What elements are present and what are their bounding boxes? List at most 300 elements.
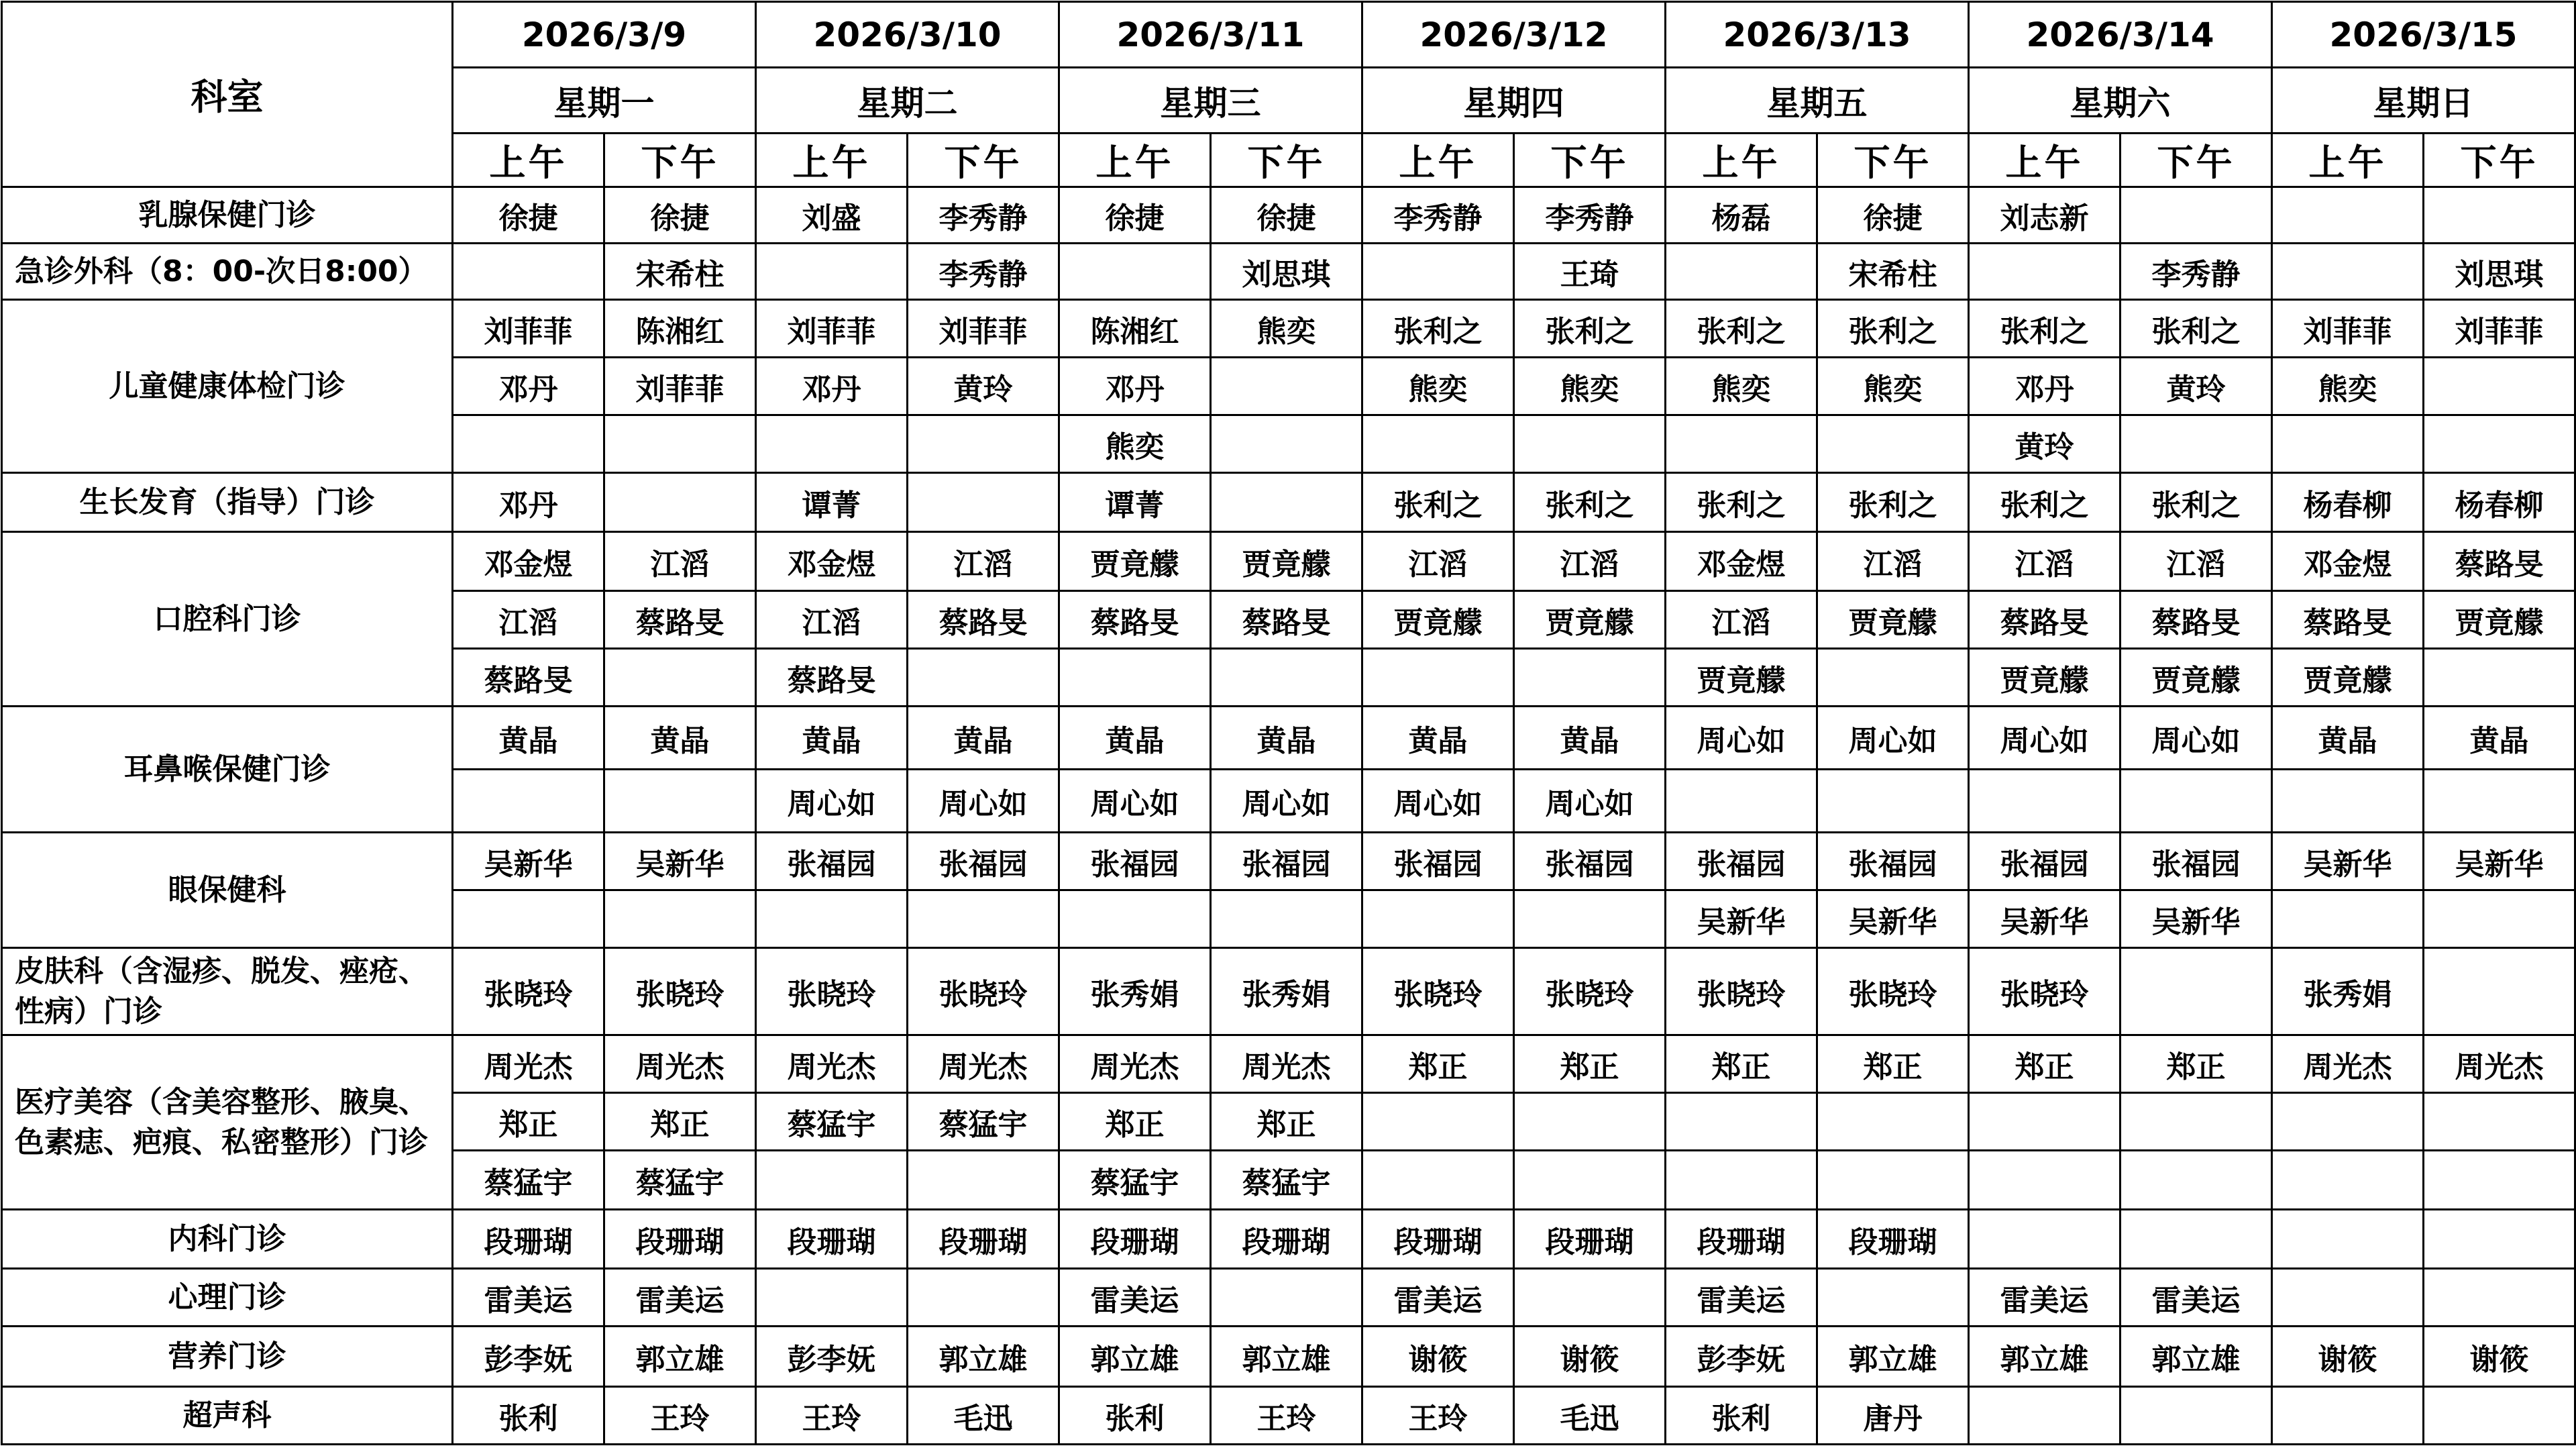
doctor-cell: 邓丹 (453, 473, 604, 532)
doctor-cell (1666, 770, 1817, 833)
doctor-cell: 谢筱 (1514, 1327, 1666, 1387)
doctor-cell: 李秀静 (1362, 187, 1514, 244)
doctor-cell: 张利 (1666, 1387, 1817, 1445)
doctor-cell (1211, 358, 1362, 415)
weekday-header: 星期四 (1362, 68, 1666, 134)
doctor-cell (908, 415, 1059, 473)
doctor-cell: 李秀静 (908, 187, 1059, 244)
doctor-cell: 谢筱 (2272, 1327, 2424, 1387)
doctor-cell (1817, 1269, 1969, 1327)
doctor-cell: 张利之 (1666, 300, 1817, 358)
doctor-cell: 黄晶 (908, 707, 1059, 770)
doctor-cell (2424, 415, 2575, 473)
doctor-cell: 张晓玲 (1362, 948, 1514, 1035)
doctor-cell: 雷美运 (2121, 1269, 2272, 1327)
schedule-header (2, 2, 2575, 187)
doctor-cell (2424, 770, 2575, 833)
doctor-cell: 张福园 (908, 833, 1059, 890)
doctor-cell (1362, 649, 1514, 707)
doctor-cell: 张利 (453, 1387, 604, 1445)
doctor-cell: 吴新华 (453, 833, 604, 890)
doctor-cell: 蔡路旻 (756, 649, 908, 707)
doctor-cell: 吴新华 (2272, 833, 2424, 890)
doctor-cell: 黄晶 (2424, 707, 2575, 770)
department-row (2, 948, 2575, 1035)
doctor-cell: 李秀静 (908, 244, 1059, 300)
doctor-cell: 邓丹 (1059, 358, 1211, 415)
doctor-cell (2424, 948, 2575, 1035)
doctor-cell: 贾竟艨 (1059, 532, 1211, 591)
doctor-cell: 熊奕 (1514, 358, 1666, 415)
doctor-cell: 张利之 (1362, 473, 1514, 532)
date-row (2, 2, 2575, 68)
doctor-cell: 熊奕 (1059, 415, 1211, 473)
doctor-cell: 张利之 (1514, 300, 1666, 358)
doctor-cell (2272, 890, 2424, 948)
doctor-cell: 江滔 (756, 591, 908, 649)
department-row (2, 1269, 2575, 1327)
doctor-cell: 蔡猛宇 (756, 1093, 908, 1151)
doctor-cell (2121, 1387, 2272, 1445)
doctor-cell (1211, 890, 1362, 948)
doctor-cell (908, 890, 1059, 948)
doctor-cell (1362, 890, 1514, 948)
date-header: 2026/3/15 (2272, 2, 2575, 68)
doctor-cell: 王琦 (1514, 244, 1666, 300)
doctor-cell (2424, 1269, 2575, 1327)
department-name: 耳鼻喉保健门诊 (2, 707, 453, 833)
doctor-cell: 吴新华 (2424, 833, 2575, 890)
doctor-cell: 徐捷 (453, 187, 604, 244)
doctor-cell: 黄晶 (2272, 707, 2424, 770)
doctor-cell: 贾竟艨 (1211, 532, 1362, 591)
doctor-cell: 贾竟艨 (2424, 591, 2575, 649)
doctor-cell (2424, 649, 2575, 707)
afternoon-header: 下午 (1514, 134, 1666, 187)
doctor-cell: 江滔 (908, 532, 1059, 591)
doctor-cell (2424, 1387, 2575, 1445)
department-row (2, 187, 2575, 244)
doctor-cell (1817, 770, 1969, 833)
doctor-cell: 江滔 (1969, 532, 2121, 591)
doctor-cell (2121, 770, 2272, 833)
doctor-cell: 黄玲 (908, 358, 1059, 415)
doctor-cell (2424, 1210, 2575, 1269)
doctor-cell: 张福园 (1969, 833, 2121, 890)
doctor-cell: 黄晶 (453, 707, 604, 770)
doctor-cell: 刘菲菲 (756, 300, 908, 358)
doctor-cell (1211, 415, 1362, 473)
doctor-cell: 张秀娟 (2272, 948, 2424, 1035)
doctor-cell: 陈湘红 (1059, 300, 1211, 358)
doctor-cell (2272, 1093, 2424, 1151)
doctor-cell: 张秀娟 (1059, 948, 1211, 1035)
doctor-cell: 吴新华 (1969, 890, 2121, 948)
doctor-cell: 王玲 (756, 1387, 908, 1445)
doctor-cell: 黄玲 (2121, 358, 2272, 415)
doctor-cell (2272, 1151, 2424, 1210)
doctor-cell: 徐捷 (1817, 187, 1969, 244)
department-name: 儿童健康体检门诊 (2, 300, 453, 473)
doctor-cell: 徐捷 (1211, 187, 1362, 244)
doctor-cell (1059, 649, 1211, 707)
doctor-cell: 郭立雄 (908, 1327, 1059, 1387)
doctor-cell: 黄晶 (756, 707, 908, 770)
doctor-cell: 张福园 (1059, 833, 1211, 890)
doctor-cell: 邓金煜 (756, 532, 908, 591)
doctor-cell: 雷美运 (1362, 1269, 1514, 1327)
doctor-cell: 刘盛 (756, 187, 908, 244)
department-row (2, 1327, 2575, 1387)
doctor-cell: 熊奕 (1211, 300, 1362, 358)
doctor-cell: 彭李妩 (453, 1327, 604, 1387)
doctor-cell (453, 770, 604, 833)
department-row (2, 707, 2575, 770)
department-column-header: 科室 (2, 2, 453, 187)
doctor-cell (1817, 1093, 1969, 1151)
doctor-cell: 张利之 (1969, 300, 2121, 358)
doctor-cell (2424, 1093, 2575, 1151)
morning-header: 上午 (2272, 134, 2424, 187)
doctor-cell (1817, 1151, 1969, 1210)
doctor-cell: 吴新华 (1817, 890, 1969, 948)
morning-header: 上午 (1059, 134, 1211, 187)
doctor-cell: 熊奕 (2272, 358, 2424, 415)
doctor-cell (1514, 649, 1666, 707)
doctor-cell: 郭立雄 (604, 1327, 756, 1387)
doctor-cell (1362, 415, 1514, 473)
doctor-cell: 邓金煜 (453, 532, 604, 591)
schedule-body (2, 187, 2575, 1445)
department-name: 超声科 (2, 1387, 453, 1445)
doctor-cell: 张福园 (1211, 833, 1362, 890)
doctor-cell: 张利之 (1817, 300, 1969, 358)
doctor-cell (1211, 1269, 1362, 1327)
department-name: 急诊外科（8：00-次日8:00） (2, 244, 453, 300)
doctor-cell (2121, 187, 2272, 244)
department-name: 内科门诊 (2, 1210, 453, 1269)
doctor-cell: 蔡路旻 (604, 591, 756, 649)
doctor-cell: 熊奕 (1666, 358, 1817, 415)
doctor-cell (2272, 415, 2424, 473)
doctor-cell: 谢筱 (2424, 1327, 2575, 1387)
doctor-cell: 徐捷 (1059, 187, 1211, 244)
doctor-cell: 张秀娟 (1211, 948, 1362, 1035)
doctor-cell (1514, 890, 1666, 948)
doctor-cell: 江滔 (1514, 532, 1666, 591)
doctor-cell: 张利之 (2121, 473, 2272, 532)
doctor-cell: 刘菲菲 (908, 300, 1059, 358)
doctor-cell (1666, 1151, 1817, 1210)
doctor-cell: 谭菁 (1059, 473, 1211, 532)
doctor-cell: 张晓玲 (908, 948, 1059, 1035)
doctor-cell (2121, 1210, 2272, 1269)
morning-header: 上午 (1362, 134, 1514, 187)
doctor-cell: 刘志新 (1969, 187, 2121, 244)
doctor-cell: 张利之 (2121, 300, 2272, 358)
doctor-cell: 张利之 (1666, 473, 1817, 532)
doctor-cell (604, 473, 756, 532)
doctor-cell: 段珊瑚 (1666, 1210, 1817, 1269)
doctor-cell: 郑正 (1362, 1035, 1514, 1093)
date-header: 2026/3/9 (453, 2, 756, 68)
department-name: 眼保健科 (2, 833, 453, 948)
doctor-cell: 吴新华 (604, 833, 756, 890)
doctor-cell (2424, 358, 2575, 415)
doctor-cell: 段珊瑚 (1817, 1210, 1969, 1269)
doctor-cell: 杨春柳 (2424, 473, 2575, 532)
department-name: 心理门诊 (2, 1269, 453, 1327)
doctor-cell: 蔡路旻 (1211, 591, 1362, 649)
doctor-cell: 江滔 (453, 591, 604, 649)
doctor-cell (1666, 1093, 1817, 1151)
doctor-cell: 蔡猛宇 (908, 1093, 1059, 1151)
date-header: 2026/3/12 (1362, 2, 1666, 68)
doctor-cell: 蔡路旻 (2424, 532, 2575, 591)
doctor-cell: 黄晶 (604, 707, 756, 770)
doctor-cell: 周心如 (908, 770, 1059, 833)
doctor-cell: 雷美运 (1969, 1269, 2121, 1327)
weekday-header: 星期五 (1666, 68, 1969, 134)
doctor-cell: 周心如 (1969, 707, 2121, 770)
doctor-cell (1969, 1151, 2121, 1210)
doctor-cell: 郭立雄 (2121, 1327, 2272, 1387)
doctor-cell: 黄晶 (1211, 707, 1362, 770)
doctor-cell: 李秀静 (2121, 244, 2272, 300)
doctor-cell (2272, 1269, 2424, 1327)
doctor-cell: 蔡路旻 (2121, 591, 2272, 649)
doctor-cell (1059, 890, 1211, 948)
doctor-cell (2272, 1210, 2424, 1269)
doctor-cell: 刘思琪 (2424, 244, 2575, 300)
doctor-cell: 郑正 (1969, 1035, 2121, 1093)
doctor-cell: 张福园 (1514, 833, 1666, 890)
doctor-cell: 李秀静 (1514, 187, 1666, 244)
doctor-cell: 宋希柱 (1817, 244, 1969, 300)
doctor-cell: 郭立雄 (1969, 1327, 2121, 1387)
doctor-cell: 熊奕 (1817, 358, 1969, 415)
date-header: 2026/3/10 (756, 2, 1059, 68)
doctor-cell: 周光杰 (2272, 1035, 2424, 1093)
doctor-cell: 熊奕 (1362, 358, 1514, 415)
morning-header: 上午 (1666, 134, 1817, 187)
doctor-cell (908, 1269, 1059, 1327)
doctor-cell: 张利之 (1514, 473, 1666, 532)
doctor-cell: 黄晶 (1059, 707, 1211, 770)
doctor-cell: 郭立雄 (1211, 1327, 1362, 1387)
morning-header: 上午 (453, 134, 604, 187)
doctor-cell: 郑正 (1059, 1093, 1211, 1151)
doctor-cell: 郑正 (453, 1093, 604, 1151)
doctor-cell: 周心如 (1211, 770, 1362, 833)
doctor-cell: 张晓玲 (453, 948, 604, 1035)
doctor-cell: 宋希柱 (604, 244, 756, 300)
doctor-cell: 吴新华 (1666, 890, 1817, 948)
doctor-cell (756, 890, 908, 948)
doctor-cell: 周光杰 (2424, 1035, 2575, 1093)
doctor-cell: 段珊瑚 (1514, 1210, 1666, 1269)
doctor-cell (1666, 415, 1817, 473)
doctor-cell: 邓金煜 (1666, 532, 1817, 591)
department-name: 医疗美容（含美容整形、腋臭、色素痣、疤痕、私密整形）门诊 (2, 1035, 453, 1210)
doctor-cell: 彭李妩 (1666, 1327, 1817, 1387)
doctor-cell (1514, 415, 1666, 473)
doctor-cell: 段珊瑚 (1059, 1210, 1211, 1269)
doctor-cell (453, 415, 604, 473)
doctor-cell: 毛迅 (1514, 1387, 1666, 1445)
doctor-cell (1059, 244, 1211, 300)
doctor-cell (604, 649, 756, 707)
department-row (2, 1210, 2575, 1269)
weekday-header: 星期二 (756, 68, 1059, 134)
weekday-header: 星期六 (1969, 68, 2272, 134)
doctor-cell: 郑正 (1817, 1035, 1969, 1093)
doctor-cell: 段珊瑚 (908, 1210, 1059, 1269)
doctor-cell (604, 890, 756, 948)
afternoon-header: 下午 (1211, 134, 1362, 187)
doctor-cell: 江滔 (1362, 532, 1514, 591)
doctor-cell: 邓丹 (453, 358, 604, 415)
doctor-cell: 段珊瑚 (1362, 1210, 1514, 1269)
doctor-cell: 蔡猛宇 (1211, 1151, 1362, 1210)
doctor-cell: 蔡路旻 (1059, 591, 1211, 649)
department-name: 口腔科门诊 (2, 532, 453, 707)
doctor-cell: 刘菲菲 (453, 300, 604, 358)
doctor-cell: 徐捷 (604, 187, 756, 244)
doctor-cell: 蔡路旻 (908, 591, 1059, 649)
doctor-cell (908, 1151, 1059, 1210)
doctor-cell: 杨磊 (1666, 187, 1817, 244)
doctor-cell: 张福园 (1362, 833, 1514, 890)
doctor-cell: 段珊瑚 (1211, 1210, 1362, 1269)
doctor-cell: 江滔 (1817, 532, 1969, 591)
doctor-cell: 蔡路旻 (453, 649, 604, 707)
doctor-cell: 周心如 (1666, 707, 1817, 770)
doctor-cell (1969, 244, 2121, 300)
doctor-cell (1969, 770, 2121, 833)
doctor-cell: 张晓玲 (1969, 948, 2121, 1035)
doctor-cell: 王玲 (604, 1387, 756, 1445)
doctor-cell: 贾竟艨 (1817, 591, 1969, 649)
doctor-cell: 张晓玲 (1666, 948, 1817, 1035)
doctor-cell (1211, 649, 1362, 707)
doctor-cell (1514, 1093, 1666, 1151)
doctor-cell: 周光杰 (908, 1035, 1059, 1093)
doctor-cell (604, 415, 756, 473)
doctor-cell: 谭菁 (756, 473, 908, 532)
doctor-cell: 刘菲菲 (2272, 300, 2424, 358)
doctor-cell: 黄晶 (1514, 707, 1666, 770)
doctor-cell: 蔡猛宇 (1059, 1151, 1211, 1210)
doctor-cell: 贾竟艨 (2272, 649, 2424, 707)
doctor-cell (756, 1151, 908, 1210)
doctor-cell (2424, 187, 2575, 244)
department-name: 皮肤科（含湿疹、脱发、痤疮、性病）门诊 (2, 948, 453, 1035)
afternoon-header: 下午 (2424, 134, 2575, 187)
doctor-cell: 邓丹 (756, 358, 908, 415)
doctor-cell: 郑正 (1211, 1093, 1362, 1151)
doctor-cell: 黄玲 (1969, 415, 2121, 473)
doctor-cell: 郑正 (1514, 1035, 1666, 1093)
doctor-cell: 张晓玲 (1514, 948, 1666, 1035)
doctor-cell: 张利之 (1969, 473, 2121, 532)
afternoon-header: 下午 (1817, 134, 1969, 187)
department-name: 乳腺保健门诊 (2, 187, 453, 244)
department-name: 生长发育（指导）门诊 (2, 473, 453, 532)
doctor-cell: 刘菲菲 (604, 358, 756, 415)
doctor-cell (756, 1269, 908, 1327)
doctor-cell (1817, 649, 1969, 707)
doctor-cell (1211, 473, 1362, 532)
doctor-cell (2424, 890, 2575, 948)
doctor-cell (2272, 244, 2424, 300)
duty-schedule-table (1, 1, 2576, 1445)
doctor-cell: 张晓玲 (756, 948, 908, 1035)
doctor-cell (604, 770, 756, 833)
doctor-cell (1362, 1151, 1514, 1210)
doctor-cell: 郑正 (1666, 1035, 1817, 1093)
doctor-cell: 唐丹 (1817, 1387, 1969, 1445)
doctor-cell (908, 473, 1059, 532)
doctor-cell: 周心如 (756, 770, 908, 833)
doctor-cell: 郑正 (2121, 1035, 2272, 1093)
doctor-cell: 贾竟艨 (1969, 649, 2121, 707)
afternoon-header: 下午 (908, 134, 1059, 187)
doctor-cell: 江滔 (2121, 532, 2272, 591)
doctor-cell: 周光杰 (453, 1035, 604, 1093)
department-row (2, 833, 2575, 890)
doctor-cell: 张利之 (1817, 473, 1969, 532)
doctor-cell: 毛迅 (908, 1387, 1059, 1445)
doctor-cell: 周光杰 (1211, 1035, 1362, 1093)
afternoon-header: 下午 (2121, 134, 2272, 187)
doctor-cell (1817, 415, 1969, 473)
doctor-cell (756, 415, 908, 473)
doctor-cell: 郭立雄 (1817, 1327, 1969, 1387)
date-header: 2026/3/13 (1666, 2, 1969, 68)
doctor-cell: 周光杰 (604, 1035, 756, 1093)
doctor-cell: 蔡猛宇 (453, 1151, 604, 1210)
doctor-cell: 蔡猛宇 (604, 1151, 756, 1210)
department-row (2, 1035, 2575, 1093)
doctor-cell (453, 244, 604, 300)
doctor-cell: 贾竟艨 (1514, 591, 1666, 649)
doctor-cell: 谢筱 (1362, 1327, 1514, 1387)
doctor-cell: 张利 (1059, 1387, 1211, 1445)
doctor-cell: 邓金煜 (2272, 532, 2424, 591)
doctor-cell (756, 244, 908, 300)
doctor-cell: 雷美运 (453, 1269, 604, 1327)
doctor-cell: 周心如 (1362, 770, 1514, 833)
doctor-cell (1362, 1093, 1514, 1151)
weekday-header: 星期一 (453, 68, 756, 134)
doctor-cell: 张晓玲 (1817, 948, 1969, 1035)
doctor-cell: 张福园 (1666, 833, 1817, 890)
doctor-cell: 江滔 (604, 532, 756, 591)
doctor-cell: 张利之 (1362, 300, 1514, 358)
afternoon-header: 下午 (604, 134, 756, 187)
morning-header: 上午 (756, 134, 908, 187)
doctor-cell: 黄晶 (1362, 707, 1514, 770)
department-row (2, 1387, 2575, 1445)
doctor-cell: 王玲 (1211, 1387, 1362, 1445)
doctor-cell (1969, 1093, 2121, 1151)
doctor-cell: 蔡路旻 (1969, 591, 2121, 649)
doctor-cell (2121, 415, 2272, 473)
doctor-cell: 郭立雄 (1059, 1327, 1211, 1387)
doctor-cell: 周光杰 (1059, 1035, 1211, 1093)
doctor-cell: 周心如 (2121, 707, 2272, 770)
